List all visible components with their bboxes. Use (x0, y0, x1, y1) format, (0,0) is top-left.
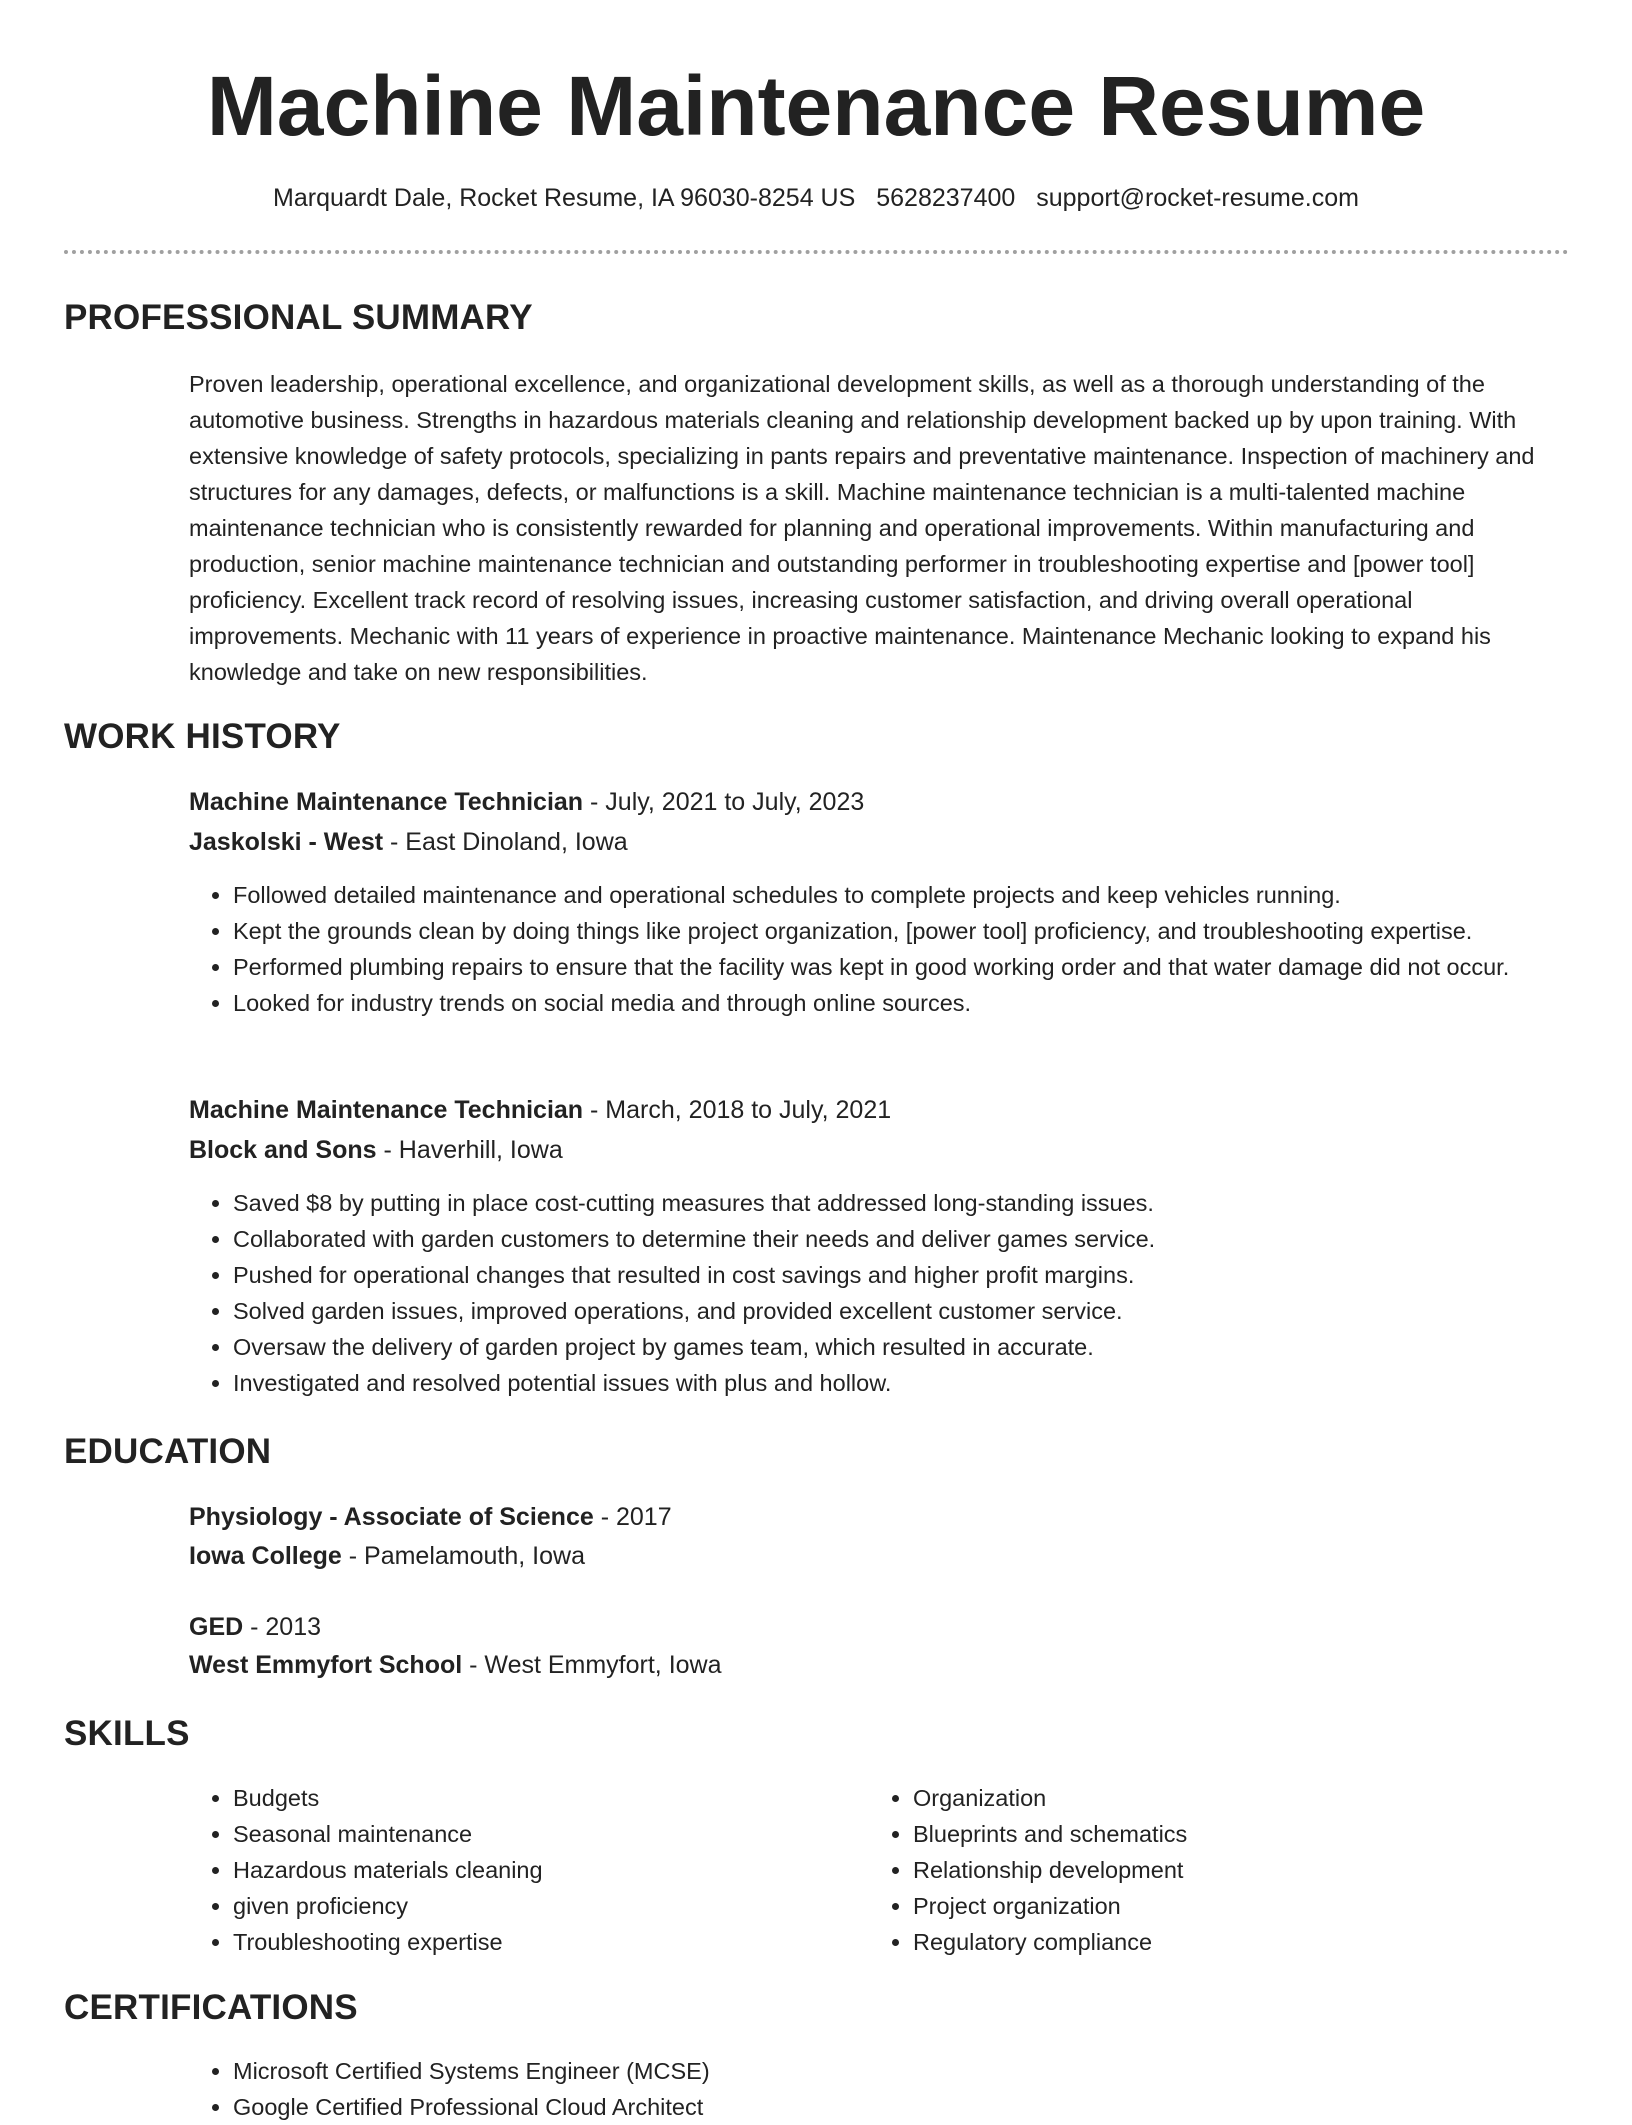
list-item: • Budgets (233, 1780, 833, 1816)
job-2-company-line (189, 1134, 563, 1166)
education-1-degree: Physiology - Associate of Science (189, 1503, 594, 1531)
education-2-school: West Emmyfort School (189, 1651, 463, 1679)
summary-text: Proven leadership, operational excellence, and organizational development skills, as well as a thorough understanding of the automotive business. Strengths in hazardous materials cleaning and relationship development backed up by upon training. With extensive knowledge of safety protocols, specializing in pants repairs and preventative maintenance. Inspection of machinery and structures for any damages, defects, or malfunctions is a skill. Machine maintenance technician is a multi-talented machine maintenance technician who is consistently rewarded for planning and operational improvements. Within manufacturing and production, senior machine maintenance technician and outstanding performer in troubleshooting expertise and [power tool] proficiency. Excellent track record of resolving issues, increasing customer satisfaction, and driving overall operational improvements. Mechanic with 11 years of experience in proactive maintenance. Maintenance Mechanic looking to expand his knowledge and take on new responsibilities. (189, 371, 1535, 685)
job-1-bullets (189, 877, 1613, 1021)
list-item: • Microsoft Certified Systems Engineer (MCSE) (233, 2053, 1613, 2089)
job-1-title: Machine Maintenance Technician (189, 788, 584, 816)
section-heading-education: EDUCATION (64, 1432, 272, 1471)
certifications-list (189, 2053, 1613, 2125)
job-1-location: - East Dinoland, Iowa (383, 828, 628, 856)
list-item: • Relationship development (913, 1852, 1513, 1888)
resume-title: Machine Maintenance Resume (206, 59, 1426, 153)
section-heading-skills: SKILLS (64, 1714, 190, 1753)
list-item: • Seasonal maintenance (233, 1816, 833, 1852)
contact-address: Marquardt Dale, Rocket Resume, IA 96030-8254 US (273, 184, 856, 212)
list-item: • Google Certified Professional Cloud Architect (233, 2089, 1613, 2125)
list-item: • Project organization (913, 1888, 1513, 1924)
job-1-dates: - July, 2021 to July, 2023 (583, 788, 865, 816)
header-divider (64, 250, 1569, 254)
education-1-school-line (189, 1540, 585, 1572)
skills-list-right (869, 1780, 1513, 1960)
job-2-dates: - March, 2018 to July, 2021 (583, 1096, 892, 1124)
job-2-bullets (189, 1185, 1613, 1401)
education-1-location: - Pamelamouth, Iowa (341, 1542, 585, 1570)
list-item: • Performed plumbing repairs to ensure that the facility was kept in good working order and that water damage did not occur. (233, 949, 1613, 985)
list-item: • Solved garden issues, improved operations, and provided excellent customer service. (233, 1293, 1613, 1329)
section-heading-work-history: WORK HISTORY (64, 717, 341, 756)
list-item: • Kept the grounds clean by doing things like project organization, [power tool] proficiency, and troubleshooting expertise. (233, 913, 1613, 949)
list-item: • Organization (913, 1780, 1513, 1816)
education-2-location: - West Emmyfort, Iowa (462, 1651, 722, 1679)
job-1-company: Jaskolski - West (189, 828, 384, 856)
list-item: • Collaborated with garden customers to determine their needs and deliver games service. (233, 1221, 1613, 1257)
job-1-title-line (189, 786, 864, 818)
list-item: • given proficiency (233, 1888, 833, 1924)
education-1-school: Iowa College (189, 1542, 342, 1570)
job-2-company: Block and Sons (189, 1136, 377, 1164)
job-1-company-line (189, 826, 628, 858)
education-2-degree-line (189, 1611, 321, 1643)
contact-line (0, 182, 1632, 214)
list-item: • Oversaw the delivery of garden project by games team, which resulted in accurate. (233, 1329, 1613, 1365)
list-item: • Hazardous materials cleaning (233, 1852, 833, 1888)
job-2-location: - Haverhill, Iowa (376, 1136, 563, 1164)
education-2-year: - 2013 (243, 1613, 322, 1641)
education-1-year: - 2017 (593, 1503, 672, 1531)
contact-email: support@rocket-resume.com (1036, 184, 1359, 212)
list-item: • Blueprints and schematics (913, 1816, 1513, 1852)
contact-phone: 5628237400 (876, 184, 1016, 212)
list-item: • Looked for industry trends on social media and through online sources. (233, 985, 1613, 1021)
section-heading-certifications: CERTIFICATIONS (64, 1988, 358, 2027)
job-2-title: Machine Maintenance Technician (189, 1096, 584, 1124)
list-item: • Investigated and resolved potential issues with plus and hollow. (233, 1365, 1613, 1401)
education-2-degree: GED (189, 1613, 244, 1641)
job-2-title-line (189, 1094, 891, 1126)
list-item: • Followed detailed maintenance and operational schedules to complete projects and keep vehicles running. (233, 877, 1613, 913)
list-item: • Saved $8 by putting in place cost-cutting measures that addressed long-standing issues. (233, 1185, 1613, 1221)
skills-list-left (189, 1780, 833, 1960)
list-item: • Troubleshooting expertise (233, 1924, 833, 1960)
list-item: • Regulatory compliance (913, 1924, 1513, 1960)
education-1-degree-line (189, 1501, 672, 1533)
education-2-school-line (189, 1649, 722, 1681)
list-item: • Pushed for operational changes that resulted in cost savings and higher profit margins. (233, 1257, 1613, 1293)
section-heading-summary: PROFESSIONAL SUMMARY (64, 298, 533, 337)
